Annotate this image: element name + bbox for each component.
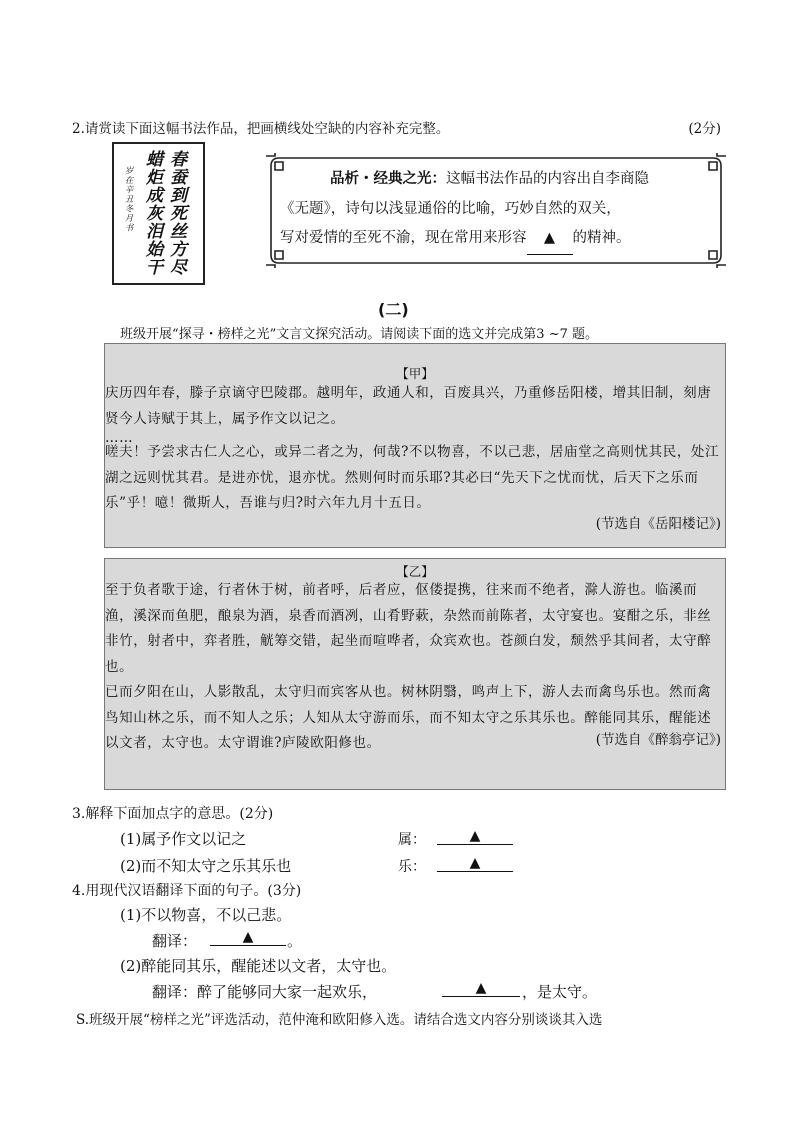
question-2-score: (2分) <box>688 121 721 137</box>
passage-jia-source: (节选自《岳阳楼记》) <box>595 516 721 532</box>
frame-line-3-end: 的精神。 <box>572 230 631 246</box>
passage-jia <box>104 343 726 548</box>
calligraphy-column-2: 蜡炬成灰泪始干 <box>142 150 162 276</box>
passage-yi-paragraph-2: 已而夕阳在山，人影散乱，太守归而宾客从也。树林阴翳，鸣声上下，游人去而禽鸟乐也。然而禽鸟知山林之乐，而不知人之乐；人知从太守游而乐，而不知太守之乐其乐也。醉能同其乐，醒能述以文者，太守也。太守谓谁?庐陵欧阳修也。 <box>105 684 712 751</box>
passage-jia-ellipsis: …… <box>105 430 134 446</box>
frame-label: 品析・经典之光： <box>330 171 446 187</box>
section-intro: 班级开展“探寻・榜样之光”文言文探究活动。请阅读下面的选文并完成第3 ~7 题。 <box>120 327 598 342</box>
question-4-item-2-end: ，是太守。 <box>522 983 598 1001</box>
question-3-blank-1[interactable]: ▲ <box>437 828 513 845</box>
calligraphy-artwork <box>112 142 205 285</box>
question-4-item-2-label: 翻译：醉了能够同大家一起欢乐， <box>152 983 378 1001</box>
frame-line-3-start: 写对爱情的至死不渝，现在常用来形容 <box>280 230 527 246</box>
passage-yi-heading: 【乙】 <box>396 564 434 579</box>
question-3-prompt: 3.解释下面加点字的意思。(2分) <box>72 806 274 822</box>
question-4-blank-1[interactable]: ▲ <box>210 929 286 946</box>
passage-yi <box>104 558 726 790</box>
question-4-blank-2[interactable]: ▲ <box>442 980 520 997</box>
question-3-blank-2[interactable]: ▲ <box>437 855 513 872</box>
passage-yi-source: (节选自《醉翁亭记》) <box>595 732 721 748</box>
question-3-item-2-key: 乐： <box>398 859 426 875</box>
question-3-item-1-key: 属： <box>398 832 426 848</box>
question-4-item-2: (2)醉能同其乐，醒能述以文者，太守也。 <box>120 957 397 975</box>
calligraphy-column-1: 春蚕到死丝方尽 <box>166 150 186 276</box>
passage-jia-paragraph-1: 庆历四年春，滕子京谪守巴陵郡。越明年，政通人和，百废具兴，乃重修岳阳楼，增其旧制，刻唐贤今人诗赋于其上，属予作文以记之。 <box>105 385 712 427</box>
frame-line-2: 《无题》，诗句以浅显通俗的比喻，巧妙自然的双关， <box>280 200 621 217</box>
answer-blank[interactable]: ▲ <box>527 224 573 255</box>
section-title: (二) <box>378 300 409 319</box>
question-5-prompt: S.班级开展“榜样之光”评选活动，范仲淹和欧阳修入选。请结合选文内容分别谈谈其入选 <box>76 1012 603 1028</box>
question-4-prompt: 4.用现代汉语翻译下面的句子。(3分) <box>72 883 302 899</box>
question-2-prompt: 2.请赏读下面这幅书法作品，把画横线处空缺的内容补充完整。 <box>72 121 450 137</box>
calligraphy-inscription: 岁在辛丑冬月书 <box>123 166 133 233</box>
passage-yi-paragraph-1: 至于负者歌于途，行者休于树，前者呼，后者应，伛偻提携，往来而不绝者，滁人游也。临溪而渔，溪深而鱼肥，酿泉为酒，泉香而酒冽，山肴野蔌，杂然而前陈者，太守宴也。宴酣之乐，非丝非竹，射者中，弈者胜，觥筹交错，起坐而喧哗者，众宾欢也。苍颜白发，颓然乎其间者，太守醉也。 <box>105 582 712 675</box>
question-3-item-1: (1)属予作文以记之 <box>120 830 247 848</box>
frame-text <box>280 165 720 255</box>
question-4-item-1: (1)不以物喜，不以己悲。 <box>120 906 292 924</box>
frame-line-1: 这幅书法作品的内容出自李商隐 <box>446 171 649 187</box>
question-4-item-1-label: 翻译： <box>152 932 198 950</box>
passage-jia-paragraph-2: 嗟夫！予尝求古仁人之心，或异二者之为，何哉?不以物喜，不以己悲，居庙堂之高则忧其民，处江湖之远则忧其君。是进亦忧，退亦忧。然则何时而乐耶?其必曰“先天下之忧而忧，后天下之乐而乐”乎！噫！微斯人，吾谁与归?时六年九月十五日。 <box>105 444 720 511</box>
passage-jia-heading: 【甲】 <box>396 366 434 381</box>
question-4-item-1-end: 。 <box>287 932 303 950</box>
question-3-item-2: (2)而不知太守之乐其乐也 <box>120 857 292 875</box>
